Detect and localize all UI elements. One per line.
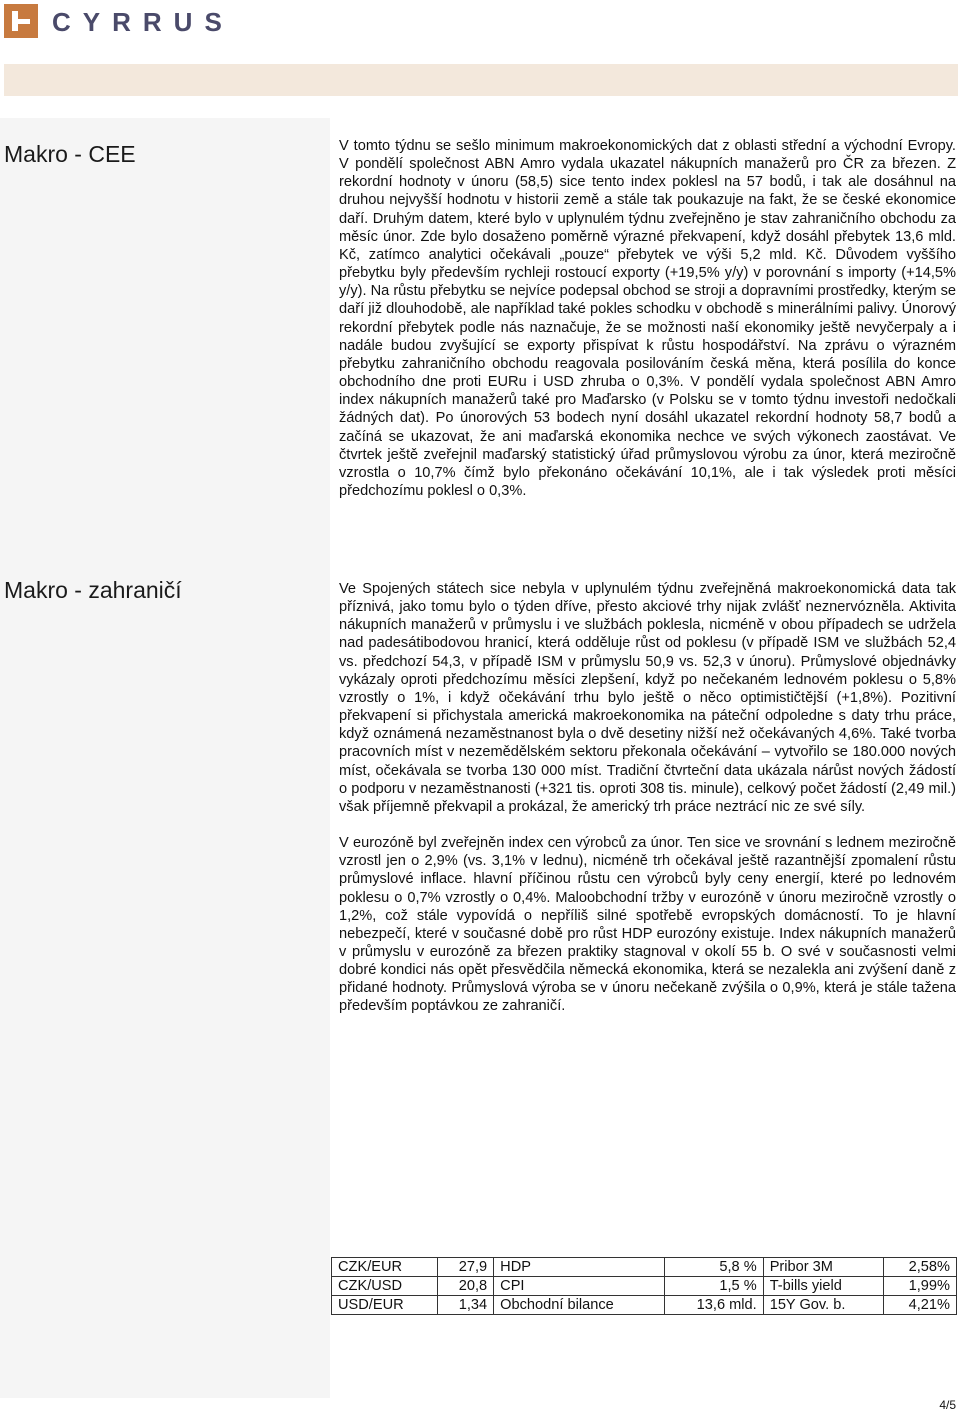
paragraph: Ve Spojených státech sice nebyla v uplynulém týdnu zveřejněná makroekonomická data tak příznivá, jako tomu bylo o týden dříve, přesto akciové trhy nijak zvlášť neznervózněla. Aktivita nákupních manažerů v průmyslu i ve službách poklesla, nicméně v obou případech se udržela nad padesátibodovou hranicí, která odděluje růst od poklesu (v případě ISM ve službách 52,4 vs. předchozí 54,3, v případě ISM v průmyslu 50,9 vs. 52,3 v únoru). Průmyslové objednávky vykázaly oproti předchozímu měsíci zlepšení, když po nečekaném lednovém poklesu o 5,8% vzrostly o 1%, i když očekávání trhu bylo ještě o něco optimističtější (+1,8%). Pozitivní překvapení si přichystala americká makroekonomika na páteční odpoledne s daty trhu práce, když oznámená nezaměstnanost byla o dvě desetiny nižší než očekávaných 4,6%. Také tvorba pracovních míst v nezemědělském sektoru překonala očekávání – vytvořilo se 180.000 nových míst, očekávala se tvorba 130 000 míst. Tradiční čtvrteční data ukázala nárůst nových žádostí o podporu v nezaměstnanosti (+321 tis. oproti 308 tis. minule), celkový počet žádostí (2,49 mil.) však příjemně překvapil a prokázal, že americký trh práce neztrácí nic ze své síly. (339, 581, 956, 815)
table-cell: 27,9 (438, 1258, 494, 1277)
table-cell: 20,8 (438, 1277, 494, 1296)
section-title-cee: Makro - CEE (4, 141, 136, 167)
table-cell: 2,58% (883, 1258, 956, 1277)
paragraph: V tomto týdnu se sešlo minimum makroekonomických dat z oblasti střední a východní Evropy. V pondělí společnost ABN Amro vydala ukazatel nákupních manažerů pro ČR za březen. Z rekordní hodnoty v únoru (58,5) sice tento index poklesl na 57 bodů, i tak ale dosáhnul na druhou nejvyšší hodnotu v historii země a stále tak poukazuje na fakt, že se české ekonomice daří. Druhým datem, které bylo v uplynulém týdnu zveřejněno je stav zahraničního obchodu za měsíc únor. Zde bylo dosaženo poměrně výrazné překvapení, když dosáhl přebytek 13,6 mld. Kč, zatímco analytici očekávali „pouze“ přebytek ve výši 5,2 mld. Kč. Důvodem vyššího přebytku byly především rychleji rostoucí exporty (+19,5% y/y) v porovnání s importy (+14,5% y/y). Na růstu přebytku se nejvíce podepsal obchod se stroji a dopravními prostředky, kterým se daří již dlouhodobě, ale například také pokles schodku v obchodě s minerálními palivy. Únorový rekordní přebytek podle nás naznačuje, že se možnosti naší ekonomiky ještě nevyčerpaly a i nadále budou zvyšující se exporty přispívat k růstu hospodářství. Na zprávu o výrazném přebytku zahraničního obchodu reagovala posilováním česká měna, která posílila do konce obchodního dne proti EURu i USD zhruba o 0,3%. V pondělí vydala společnost ABN Amro index nákupních manažerů také pro Maďarsko (v Polsku se v tomto týdnu investoři nedočkali žádných dat). Po únorových 53 bodech nyní dosáhl ukazatel rekordní hodnoty 58,7 bodů a začíná se ukazovat, že ani maďarská ekonomika nechce ve svých výkonech zaostávat. Ve čtvrtek ještě zveřejnil maďarský statistický úřad průmyslovou výrobu za únor, která meziročně vzrostla o 10,7% čímž bylo překonáno očekávání 10,1%, ale i tak výsledek proti měsíci předchozímu poklesl o 0,3%. (339, 138, 956, 499)
section-body-foreign (339, 580, 956, 1016)
sidebar-column (0, 118, 330, 1398)
rates-table (331, 1257, 957, 1315)
table-cell: 13,6 mld. (665, 1296, 764, 1315)
table-cell: Pribor 3M (763, 1258, 883, 1277)
paragraph: V eurozóně byl zveřejněn index cen výrobců za únor. Ten sice ve srovnání s lednem meziročně vzrostl jen o 2,9% (vs. 3,1% v lednu), nicméně trh očekával ještě razantnější zpomalení růstu průmyslové inflace. hlavní příčinou růstu cen výrobců byly ceny energií, které po lednovém poklesu o 0,7% vzrostly o 0,4%. Maloobchodní tržby v eurozóně v únoru meziročně vzrostly o 1,2%, což stále vypovídá o nepříliš silné spotřebě evropských domácností. To je hlavní nebezpečí, které v současné době pro růst HDP eurozóny existuje. Index nákupních manažerů v průmyslu v eurozóně za březen praktiky stagnoval v okolí 55 b. O své v současnosti velmi dobré kondici nás opět přesvědčila německá ekonomika, která se nezalekla ani zvýšení daně z přidané hodnoty. Průmyslová výroba se v únoru nečekaně zvýšila o 0,9%, která je stále tažena především poptávkou ze zahraničí. (339, 835, 956, 1015)
brand-logo-icon (4, 4, 38, 38)
table-cell: 15Y Gov. b. (763, 1296, 883, 1315)
table-cell: 1,34 (438, 1296, 494, 1315)
table-cell: 1,5 % (665, 1277, 764, 1296)
table-cell: Obchodní bilance (494, 1296, 665, 1315)
table-cell: CPI (494, 1277, 665, 1296)
page-number: 4/5 (939, 1398, 956, 1412)
header-bar (4, 64, 958, 96)
section-body-cee (339, 137, 956, 500)
table-row (332, 1296, 957, 1315)
table-cell: T-bills yield (763, 1277, 883, 1296)
table-row (332, 1258, 957, 1277)
table-cell: 5,8 % (665, 1258, 764, 1277)
brand-name: CYRRUS (52, 7, 234, 37)
table-cell: CZK/EUR (332, 1258, 438, 1277)
table-row (332, 1277, 957, 1296)
section-title-foreign: Makro - zahraničí (4, 577, 182, 603)
table-cell: 1,99% (883, 1277, 956, 1296)
table-cell: USD/EUR (332, 1296, 438, 1315)
table-cell: CZK/USD (332, 1277, 438, 1296)
table-cell: 4,21% (883, 1296, 956, 1315)
table-cell: HDP (494, 1258, 665, 1277)
